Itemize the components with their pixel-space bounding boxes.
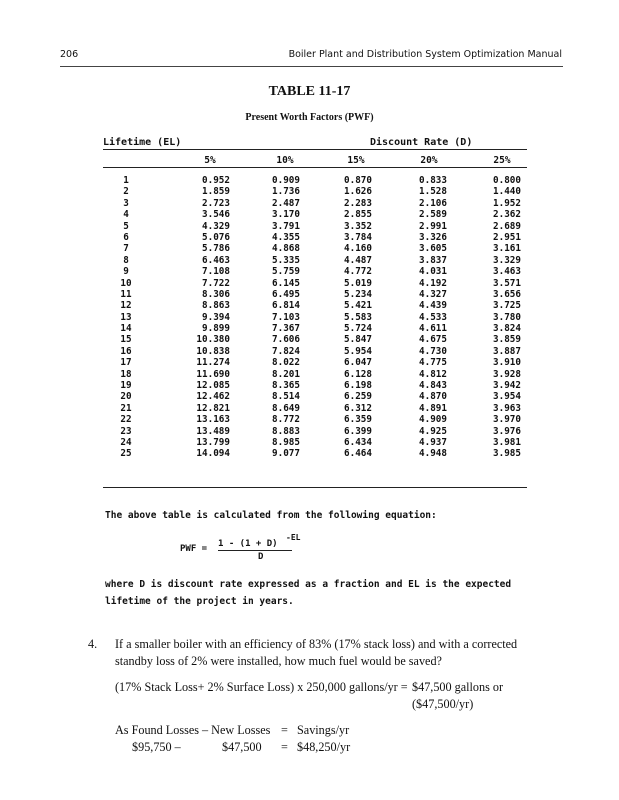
calc-expression: (17% Stack Loss+ 2% Surface Loss) x 250,000 gallons/yr = bbox=[115, 680, 408, 694]
pwf-cell: 6.464 bbox=[344, 448, 372, 460]
pwf-cell: 3.463 bbox=[493, 266, 521, 278]
pwf-cell: 2.991 bbox=[419, 220, 447, 232]
table-row bbox=[100, 403, 530, 414]
table-row bbox=[100, 198, 530, 209]
lifetime-cell: 15 bbox=[120, 334, 132, 346]
table-title: TABLE 11-17 bbox=[268, 84, 351, 99]
lifetime-cell: 13 bbox=[120, 311, 132, 323]
lifetime-cell: 4 bbox=[123, 209, 129, 221]
pwf-cell: 1.626 bbox=[344, 186, 372, 198]
table-row bbox=[100, 437, 530, 448]
pwf-cell: 3.928 bbox=[493, 368, 521, 380]
pwf-cell: 0.800 bbox=[493, 175, 521, 186]
pwf-cell: 2.689 bbox=[493, 220, 521, 232]
pwf-cell: 5.847 bbox=[344, 334, 372, 346]
pwf-cell: 3.942 bbox=[493, 380, 521, 392]
pwf-cell: 4.868 bbox=[272, 243, 300, 255]
pwf-cell: 8.883 bbox=[272, 425, 300, 437]
discount-rate-label: Discount Rate (D) bbox=[370, 137, 473, 148]
pwf-cell: 2.589 bbox=[419, 209, 447, 221]
pwf-cell: 4.533 bbox=[419, 311, 447, 323]
pwf-cell: 4.675 bbox=[419, 334, 447, 346]
table-row bbox=[100, 221, 530, 232]
pwf-cell: 3.725 bbox=[493, 300, 521, 312]
pwf-cell: 8.985 bbox=[272, 436, 300, 448]
pwf-cell: 9.899 bbox=[202, 323, 230, 335]
calc-result: $47,500 gallons or bbox=[412, 680, 504, 694]
pwf-cell: 12.462 bbox=[196, 391, 230, 403]
pwf-cell: 8.514 bbox=[272, 391, 300, 403]
pwf-cell: 7.722 bbox=[202, 277, 230, 289]
lifetime-cell: 17 bbox=[120, 357, 132, 369]
savings-value: $48,250/yr bbox=[297, 740, 351, 754]
table-row bbox=[100, 255, 530, 266]
pwf-cell: 3.859 bbox=[493, 334, 521, 346]
pwf-equation bbox=[180, 530, 340, 570]
pwf-cell: 8.365 bbox=[272, 380, 300, 392]
pwf-cell: 12.821 bbox=[196, 402, 230, 414]
pwf-cell: 13.799 bbox=[196, 436, 230, 448]
table-row bbox=[100, 175, 530, 186]
lifetime-cell: 19 bbox=[120, 380, 132, 392]
question-text: If a smaller boiler with an efficiency of 83% (17% stack loss) and with a corrected standby loss of 2% were installed, how much fuel would be saved? bbox=[115, 637, 518, 668]
pwf-cell: 9.394 bbox=[202, 311, 230, 323]
pwf-cell: 3.656 bbox=[493, 288, 521, 300]
lifetime-cell: 8 bbox=[123, 254, 129, 266]
lifetime-cell: 5 bbox=[123, 220, 129, 232]
pwf-cell: 6.128 bbox=[344, 368, 372, 380]
pwf-cell: 10.380 bbox=[196, 334, 230, 346]
pwf-cell: 4.329 bbox=[202, 220, 230, 232]
equals-sign: = bbox=[281, 740, 288, 754]
pwf-cell: 3.981 bbox=[493, 436, 521, 448]
pwf-cell: 8.649 bbox=[272, 402, 300, 414]
pwf-cell: 3.326 bbox=[419, 231, 447, 243]
pwf-cell: 3.329 bbox=[493, 254, 521, 266]
pwf-cell: 4.160 bbox=[344, 243, 372, 255]
pwf-cell: 5.234 bbox=[344, 288, 372, 300]
table-row bbox=[100, 186, 530, 197]
equation-definition: where D is discount rate expressed as a fraction and EL is the expected lifetime of the project in years. bbox=[105, 579, 512, 607]
pwf-cell: 2.723 bbox=[202, 197, 230, 209]
pwf-cell: 3.546 bbox=[202, 209, 230, 221]
pwf-cell: 3.791 bbox=[272, 220, 300, 232]
pwf-cell: 4.487 bbox=[344, 254, 372, 266]
table-row bbox=[100, 391, 530, 402]
pwf-cell: 6.359 bbox=[344, 414, 372, 426]
pwf-cell: 14.094 bbox=[196, 448, 230, 460]
as-found-value: $95,750 – bbox=[132, 740, 181, 754]
equation-numerator: 1 - (1 + D) bbox=[218, 539, 278, 549]
pwf-cell: 3.954 bbox=[493, 391, 521, 403]
pwf-cell: 1.952 bbox=[493, 197, 521, 209]
pwf-cell: 2.487 bbox=[272, 197, 300, 209]
column-header: 10% bbox=[276, 155, 294, 166]
equation-exponent: -EL bbox=[286, 533, 301, 542]
pwf-cell: 8.306 bbox=[202, 288, 230, 300]
pwf-cell: 5.583 bbox=[344, 311, 372, 323]
pwf-cell: 3.161 bbox=[493, 243, 521, 255]
table-row bbox=[100, 380, 530, 391]
pwf-cell: 6.399 bbox=[344, 425, 372, 437]
table-row bbox=[100, 289, 530, 300]
pwf-cell: 3.352 bbox=[344, 220, 372, 232]
pwf-cell: 6.434 bbox=[344, 436, 372, 448]
pwf-cell: 2.951 bbox=[493, 231, 521, 243]
pwf-cell: 8.772 bbox=[272, 414, 300, 426]
savings-label: Savings/yr bbox=[297, 723, 350, 737]
pwf-cell: 3.910 bbox=[493, 357, 521, 369]
pwf-cell: 2.855 bbox=[344, 209, 372, 221]
pwf-cell: 0.909 bbox=[272, 175, 300, 186]
fraction-bar bbox=[218, 550, 292, 551]
lifetime-cell: 10 bbox=[120, 277, 132, 289]
pwf-cell: 6.495 bbox=[272, 288, 300, 300]
pwf-cell: 4.870 bbox=[419, 391, 447, 403]
pwf-cell: 4.925 bbox=[419, 425, 447, 437]
column-header: 25% bbox=[493, 155, 511, 166]
calc-result-dollars: ($47,500/yr) bbox=[412, 697, 474, 711]
pwf-cell: 0.870 bbox=[344, 175, 372, 186]
pwf-cell: 4.327 bbox=[419, 288, 447, 300]
pwf-cell: 6.814 bbox=[272, 300, 300, 312]
table-row bbox=[100, 232, 530, 243]
pwf-cell: 9.077 bbox=[272, 448, 300, 460]
table-row bbox=[100, 414, 530, 425]
pwf-cell: 0.952 bbox=[202, 175, 230, 186]
pwf-cell: 3.780 bbox=[493, 311, 521, 323]
table-subtitle: Present Worth Factors (PWF) bbox=[245, 112, 374, 123]
pwf-cell: 7.103 bbox=[272, 311, 300, 323]
pwf-cell: 4.937 bbox=[419, 436, 447, 448]
pwf-cell: 4.909 bbox=[419, 414, 447, 426]
pwf-cell: 8.863 bbox=[202, 300, 230, 312]
pwf-cell: 12.085 bbox=[196, 380, 230, 392]
pwf-cell: 13.489 bbox=[196, 425, 230, 437]
table-body bbox=[100, 175, 530, 460]
pwf-cell: 1.440 bbox=[493, 186, 521, 198]
lifetime-cell: 2 bbox=[123, 186, 129, 198]
pwf-cell: 3.963 bbox=[493, 402, 521, 414]
pwf-cell: 2.283 bbox=[344, 197, 372, 209]
pwf-cell: 1.528 bbox=[419, 186, 447, 198]
table-row bbox=[100, 266, 530, 277]
pwf-cell: 4.192 bbox=[419, 277, 447, 289]
column-header: 5% bbox=[204, 155, 216, 166]
header-rule bbox=[103, 167, 527, 168]
pwf-cell: 8.201 bbox=[272, 368, 300, 380]
pwf-cell: 3.784 bbox=[344, 231, 372, 243]
lifetime-cell: 24 bbox=[120, 436, 132, 448]
pwf-cell: 5.759 bbox=[272, 266, 300, 278]
equation-lhs: PWF = bbox=[180, 544, 208, 554]
pwf-cell: 2.362 bbox=[493, 209, 521, 221]
pwf-cell: 6.047 bbox=[344, 357, 372, 369]
table-note: The above table is calculated from the following equation: bbox=[105, 510, 437, 521]
lifetime-cell: 14 bbox=[120, 323, 132, 335]
pwf-cell: 4.355 bbox=[272, 231, 300, 243]
pwf-cell: 11.690 bbox=[196, 368, 230, 380]
new-losses-value: $47,500 bbox=[222, 740, 262, 754]
lifetime-cell: 23 bbox=[120, 425, 132, 437]
equation-denominator: D bbox=[258, 552, 264, 562]
running-title: Boiler Plant and Distribution System Optimization Manual bbox=[288, 49, 562, 60]
pwf-cell: 7.367 bbox=[272, 323, 300, 335]
lifetime-cell: 3 bbox=[123, 197, 129, 209]
lifetime-cell: 6 bbox=[123, 231, 129, 243]
running-header bbox=[0, 49, 619, 65]
pwf-cell: 5.076 bbox=[202, 231, 230, 243]
header-divider bbox=[60, 66, 563, 67]
pwf-cell: 4.611 bbox=[419, 323, 447, 335]
table-row bbox=[100, 346, 530, 357]
pwf-cell: 4.812 bbox=[419, 368, 447, 380]
table-row bbox=[100, 312, 530, 323]
pwf-cell: 3.824 bbox=[493, 323, 521, 335]
pwf-cell: 8.022 bbox=[272, 357, 300, 369]
pwf-cell: 4.843 bbox=[419, 380, 447, 392]
column-header: 20% bbox=[420, 155, 438, 166]
table-row bbox=[100, 323, 530, 334]
pwf-cell: 4.775 bbox=[419, 357, 447, 369]
question-number: 4. bbox=[88, 637, 98, 651]
table-bottom-rule bbox=[103, 487, 527, 488]
pwf-cell: 11.274 bbox=[196, 357, 230, 369]
pwf-cell: 1.859 bbox=[202, 186, 230, 198]
pwf-cell: 5.724 bbox=[344, 323, 372, 335]
lifetime-cell: 12 bbox=[120, 300, 132, 312]
pwf-cell: 3.837 bbox=[419, 254, 447, 266]
pwf-cell: 3.976 bbox=[493, 425, 521, 437]
pwf-cell: 4.730 bbox=[419, 345, 447, 357]
table-top-rule bbox=[103, 149, 527, 150]
pwf-cell: 7.606 bbox=[272, 334, 300, 346]
losses-label: As Found Losses – New Losses bbox=[115, 723, 271, 737]
pwf-cell: 3.887 bbox=[493, 345, 521, 357]
pwf-cell: 5.954 bbox=[344, 345, 372, 357]
pwf-cell: 7.108 bbox=[202, 266, 230, 278]
pwf-cell: 5.019 bbox=[344, 277, 372, 289]
pwf-cell: 5.335 bbox=[272, 254, 300, 266]
table-row bbox=[100, 357, 530, 368]
table-row bbox=[100, 448, 530, 459]
table-row bbox=[100, 334, 530, 345]
pwf-cell: 3.170 bbox=[272, 209, 300, 221]
pwf-cell: 2.106 bbox=[419, 197, 447, 209]
pwf-cell: 3.970 bbox=[493, 414, 521, 426]
pwf-cell: 4.439 bbox=[419, 300, 447, 312]
pwf-cell: 4.891 bbox=[419, 402, 447, 414]
lifetime-cell: 1 bbox=[123, 175, 129, 186]
table-row bbox=[100, 278, 530, 289]
pwf-cell: 5.421 bbox=[344, 300, 372, 312]
lifetime-cell: 18 bbox=[120, 368, 132, 380]
pwf-cell: 7.824 bbox=[272, 345, 300, 357]
pwf-cell: 6.312 bbox=[344, 402, 372, 414]
pwf-cell: 6.259 bbox=[344, 391, 372, 403]
lifetime-cell: 21 bbox=[120, 402, 132, 414]
pwf-cell: 5.786 bbox=[202, 243, 230, 255]
lifetime-cell: 20 bbox=[120, 391, 132, 403]
table-row bbox=[100, 300, 530, 311]
lifetime-cell: 22 bbox=[120, 414, 132, 426]
pwf-cell: 1.736 bbox=[272, 186, 300, 198]
pwf-cell: 4.031 bbox=[419, 266, 447, 278]
table-row bbox=[100, 369, 530, 380]
pwf-cell: 4.948 bbox=[419, 448, 447, 460]
pwf-cell: 6.198 bbox=[344, 380, 372, 392]
pwf-cell: 13.163 bbox=[196, 414, 230, 426]
pwf-cell: 0.833 bbox=[419, 175, 447, 186]
pwf-cell: 6.463 bbox=[202, 254, 230, 266]
lifetime-cell: 11 bbox=[120, 288, 132, 300]
pwf-cell: 6.145 bbox=[272, 277, 300, 289]
table-row bbox=[100, 426, 530, 437]
table-row bbox=[100, 243, 530, 254]
lifetime-cell: 7 bbox=[123, 243, 129, 255]
lifetime-cell: 16 bbox=[120, 345, 132, 357]
equals-sign: = bbox=[281, 723, 288, 737]
lifetime-cell: 9 bbox=[123, 266, 129, 278]
pwf-cell: 3.605 bbox=[419, 243, 447, 255]
column-header: 15% bbox=[347, 155, 365, 166]
lifetime-label: Lifetime (EL) bbox=[103, 137, 182, 148]
pwf-cell: 3.985 bbox=[493, 448, 521, 460]
table-row bbox=[100, 209, 530, 220]
lifetime-cell: 25 bbox=[120, 448, 132, 460]
pwf-cell: 3.571 bbox=[493, 277, 521, 289]
page-number: 206 bbox=[60, 49, 79, 60]
pwf-cell: 10.838 bbox=[196, 345, 230, 357]
pwf-cell: 4.772 bbox=[344, 266, 372, 278]
